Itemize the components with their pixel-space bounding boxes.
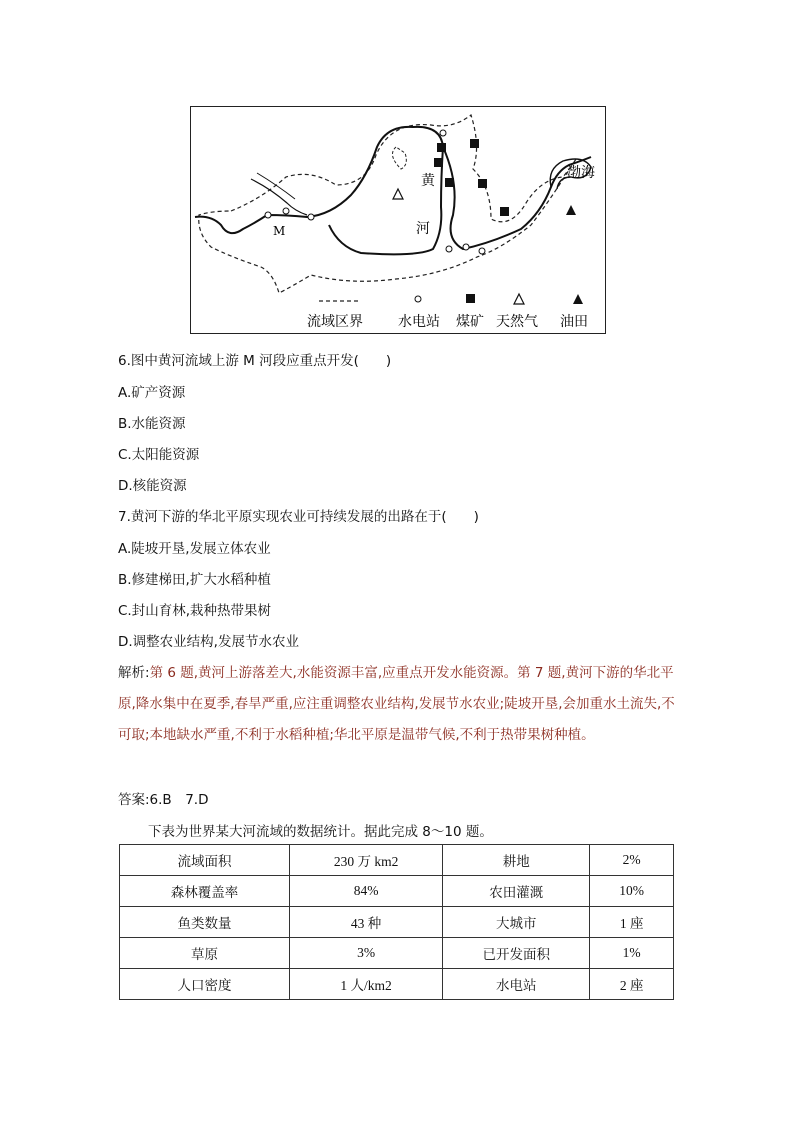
- table-cell: 耕地: [443, 845, 590, 876]
- table-row: [120, 969, 674, 1000]
- table-cell: 1%: [590, 938, 674, 969]
- map-svg: [191, 107, 605, 333]
- table-row: [120, 907, 674, 938]
- legend-oil-icon: [573, 294, 583, 304]
- label-huang: 黄: [421, 173, 435, 189]
- table-cell: 森林覆盖率: [120, 876, 290, 907]
- table-cell: 草原: [120, 938, 290, 969]
- analysis-text: 第 6 题,黄河上游落差大,水能资源丰富,应重点开发水能资源。第 7 题,黄河下游的华北平原,降水集中在夏季,春旱严重,应注重调整农业结构,发展节水农业;陡坡开垦,会加重水土流失,不可取;本地缺水严重,不利于水稻种植;华北平原是温带气候,不利于热带果树种植。: [118, 665, 675, 743]
- natural-gas-icon: [393, 189, 403, 199]
- legend-boundary-label: 流域区界: [307, 314, 363, 330]
- table-cell: 10%: [590, 876, 674, 907]
- table-cell: 1 座: [590, 907, 674, 938]
- question-7-stem: 7.黄河下游的华北平原实现农业可持续发展的出路在于( ): [118, 509, 479, 525]
- legend-hydro-icon: [415, 296, 421, 302]
- coal-mine-icons: [434, 139, 509, 216]
- legend-gas-label: 天然气: [496, 314, 538, 330]
- question-7-option-b: B.修建梯田,扩大水稻种植: [118, 572, 271, 588]
- table-cell: 人口密度: [120, 969, 290, 1000]
- question-6-option-a: A.矿产资源: [118, 385, 186, 401]
- table-cell: 230 万 km2: [289, 845, 442, 876]
- question-6-stem: 6.图中黄河流域上游 M 河段应重点开发( ): [118, 353, 392, 369]
- oil-field-icon: [566, 205, 576, 215]
- table-cell: 43 种: [289, 907, 442, 938]
- legend-coal-icon: [466, 294, 475, 303]
- table-cell: 3%: [289, 938, 442, 969]
- question-7-option-d: D.调整农业结构,发展节水农业: [118, 634, 299, 650]
- table-intro: 下表为世界某大河流域的数据统计。据此完成 8～10 题。: [148, 824, 493, 840]
- table-cell: 已开发面积: [443, 938, 590, 969]
- label-he: 河: [416, 221, 430, 237]
- table-row: [120, 938, 674, 969]
- legend-gas-icon: [514, 294, 524, 304]
- question-6-option-b: B.水能资源: [118, 416, 186, 432]
- table-row: [120, 876, 674, 907]
- table-cell: 84%: [289, 876, 442, 907]
- table-cell: 1 人/km2: [289, 969, 442, 1000]
- table-cell: 2%: [590, 845, 674, 876]
- question-7-option-a: A.陡坡开垦,发展立体农业: [118, 541, 271, 557]
- answer-line: 答案:6.B 7.D: [118, 792, 209, 808]
- label-bohai: 渤海: [567, 165, 595, 181]
- question-7-option-c: C.封山育林,栽种热带果树: [118, 603, 272, 619]
- yellow-river-map: [190, 106, 606, 334]
- table-cell: 农田灌溉: [443, 876, 590, 907]
- table-cell: 流域面积: [120, 845, 290, 876]
- question-6-option-d: D.核能资源: [118, 478, 187, 494]
- table-cell: 大城市: [443, 907, 590, 938]
- river-basin-stats-table: [119, 844, 674, 1000]
- label-m: M: [273, 224, 286, 238]
- question-6-option-c: C.太阳能资源: [118, 447, 200, 463]
- table-row: [120, 845, 674, 876]
- basin-boundary: [199, 115, 576, 293]
- legend-hydro-label: 水电站: [398, 314, 440, 330]
- table-cell: 鱼类数量: [120, 907, 290, 938]
- analysis-block: [118, 658, 680, 751]
- legend-oil-label: 油田: [560, 314, 588, 330]
- yellow-river-course: [195, 127, 443, 255]
- table-cell: 水电站: [443, 969, 590, 1000]
- table-cell: 2 座: [590, 969, 674, 1000]
- legend-coal-label: 煤矿: [456, 314, 484, 330]
- analysis-label: 解析:: [118, 665, 150, 681]
